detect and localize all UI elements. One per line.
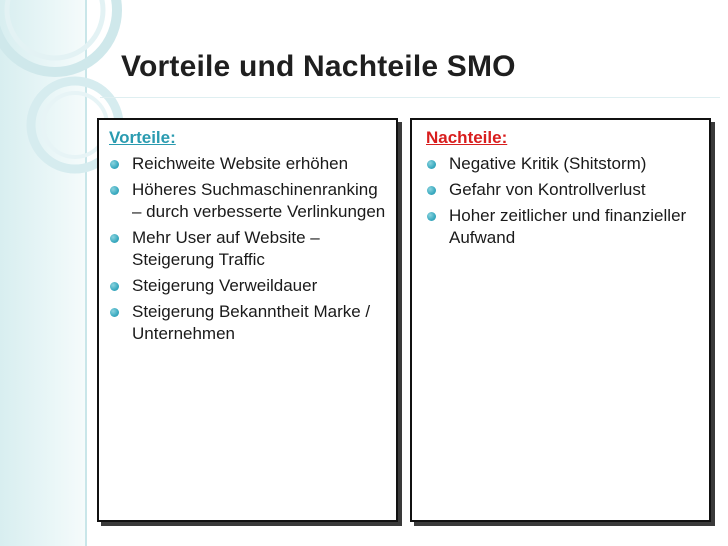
list-item: [109, 275, 386, 297]
disadvantages-box: [410, 118, 711, 522]
disadvantages-list: [426, 153, 699, 249]
bullet-icon: [110, 308, 119, 317]
list-item-text: Höheres Suchmaschinenranking – durch verbesserte Verlinkungen: [132, 180, 386, 221]
list-item: [426, 179, 699, 201]
title-divider: [100, 97, 720, 98]
list-item-text: Hoher zeitlicher und finanzieller Aufwand: [449, 206, 687, 247]
advantages-list: [109, 153, 386, 345]
bullet-icon: [110, 160, 119, 169]
list-item-text: Steigerung Bekanntheit Marke / Unternehmen: [132, 302, 371, 343]
bullet-icon: [110, 186, 119, 195]
advantages-heading: Vorteile:: [109, 128, 176, 147]
list-item: [109, 301, 386, 345]
bullet-icon: [110, 282, 119, 291]
slide-title: Vorteile und Nachteile SMO: [121, 50, 516, 83]
list-item: [109, 227, 386, 271]
list-item: [426, 153, 699, 175]
bullet-icon: [110, 234, 119, 243]
list-item-text: Mehr User auf Website – Steigerung Traffic: [132, 228, 320, 269]
advantages-box: [97, 118, 398, 522]
list-item: [109, 153, 386, 175]
bullet-icon: [427, 186, 436, 195]
list-item-text: Reichweite Website erhöhen: [132, 154, 349, 173]
list-item-text: Gefahr von Kontrollverlust: [449, 180, 646, 199]
bullet-icon: [427, 160, 436, 169]
list-item-text: Steigerung Verweildauer: [132, 276, 318, 295]
disadvantages-heading: Nachteile:: [426, 128, 508, 147]
bullet-icon: [427, 212, 436, 221]
list-item: [109, 179, 386, 223]
list-item: [426, 205, 699, 249]
list-item-text: Negative Kritik (Shitstorm): [449, 154, 647, 173]
